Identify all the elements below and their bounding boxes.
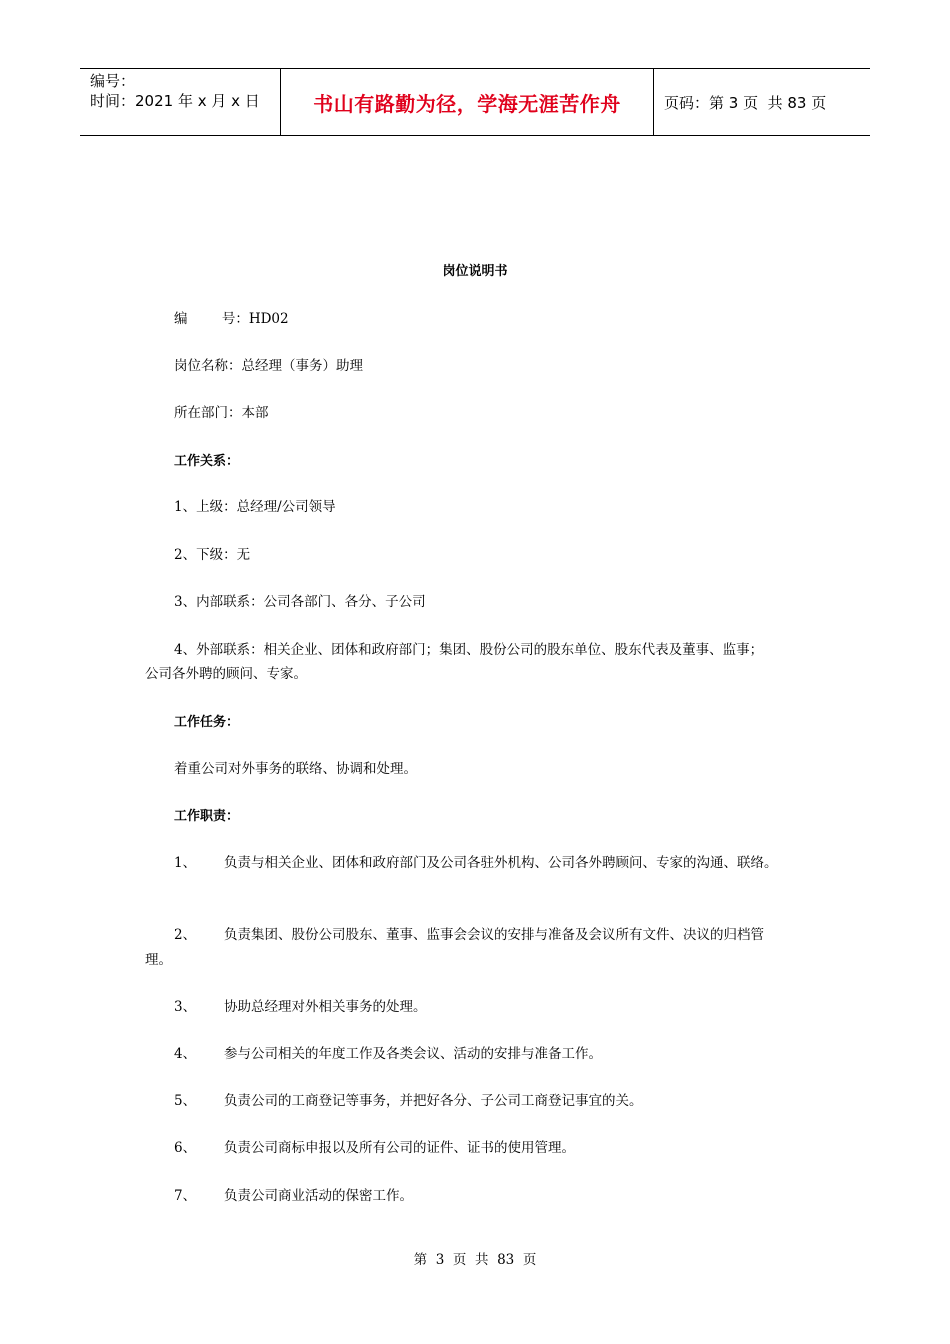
duty-text: 负责集团、股份公司股东、董事、监事会会议的安排与准备及会议所有文件、决议的归档管 bbox=[224, 927, 764, 943]
duty-number: 2、 bbox=[174, 927, 197, 943]
duty-text: 负责公司商业活动的保密工作。 bbox=[224, 1188, 413, 1204]
department: 所在部门：本部 bbox=[174, 405, 269, 421]
position-name: 岗位名称：总经理（事务）助理 bbox=[174, 358, 363, 374]
document-title: 岗位说明书 bbox=[442, 264, 508, 279]
code-line: 编 号：HD02 bbox=[174, 311, 289, 327]
duty-text-continuation: 理。 bbox=[145, 952, 172, 968]
relation-item-continuation: 公司各外聘的顾问、专家。 bbox=[145, 666, 307, 682]
header-table bbox=[80, 68, 870, 136]
header-number-label: 编号： bbox=[90, 72, 136, 90]
duty-number: 5、 bbox=[174, 1093, 197, 1109]
duty-text: 参与公司相关的年度工作及各类会议、活动的安排与准备工作。 bbox=[224, 1046, 602, 1062]
duty-text: 协助总经理对外相关事务的处理。 bbox=[224, 999, 427, 1015]
header-meta bbox=[80, 69, 281, 135]
duty-number: 4、 bbox=[174, 1046, 197, 1062]
relation-item: 2、下级：无 bbox=[174, 547, 251, 563]
task-text: 着重公司对外事务的联络、协调和处理。 bbox=[174, 761, 417, 777]
relation-item: 4、外部联系：相关企业、团体和政府部门；集团、股份公司的股东单位、股东代表及董事、监事； bbox=[174, 642, 764, 658]
duty-number: 6、 bbox=[174, 1140, 197, 1156]
page-footer: 第 3 页 共 83 页 bbox=[413, 1252, 537, 1268]
duty-text: 负责与相关企业、团体和政府部门及公司各驻外机构、公司各外聘顾问、专家的沟通、联络。 bbox=[224, 855, 778, 871]
duties-heading: 工作职责： bbox=[174, 809, 240, 824]
header-motto: 书山有路勤为径，学海无涯苦作舟 bbox=[281, 69, 654, 135]
duty-text: 负责公司商标申报以及所有公司的证件、证书的使用管理。 bbox=[224, 1140, 575, 1156]
duty-number: 3、 bbox=[174, 999, 197, 1015]
header-time-label: 时间：2021 年 x 月 x 日 bbox=[90, 92, 260, 110]
task-heading: 工作任务： bbox=[174, 715, 240, 730]
relation-item: 1、上级：总经理/公司领导 bbox=[174, 499, 336, 515]
duty-number: 1、 bbox=[174, 855, 197, 871]
relation-item: 3、内部联系：公司各部门、各分、子公司 bbox=[174, 594, 426, 610]
header-page-info: 页码：第 3 页 共 83 页 bbox=[664, 93, 827, 112]
duty-text: 负责公司的工商登记等事务，并把好各分、子公司工商登记事宜的关。 bbox=[224, 1093, 643, 1109]
relations-heading: 工作关系： bbox=[174, 454, 240, 469]
duty-number: 7、 bbox=[174, 1188, 197, 1204]
